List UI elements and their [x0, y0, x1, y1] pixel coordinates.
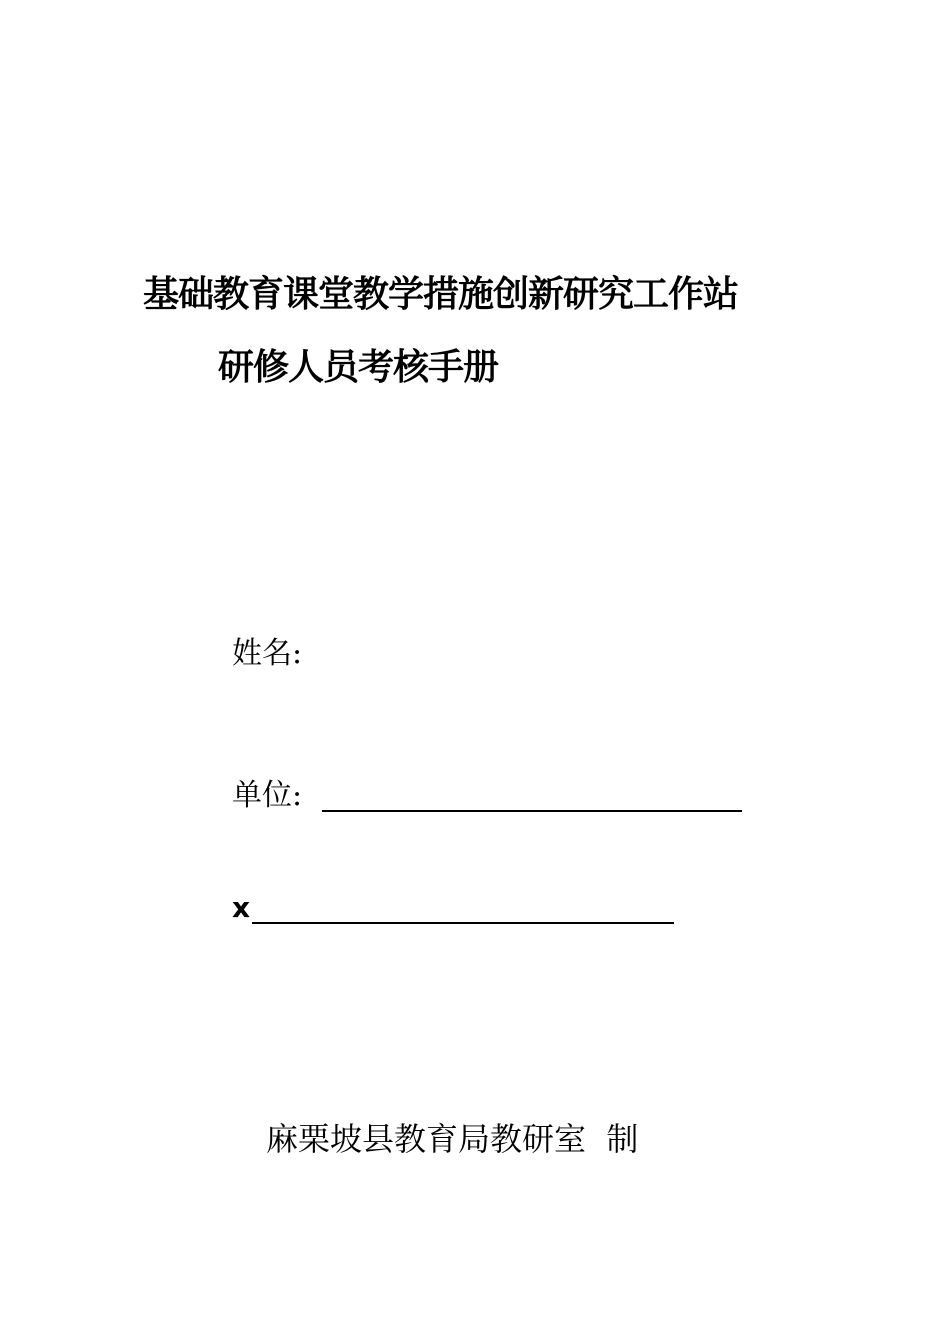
document-title-line-1: 基础教育课堂教学措施创新研究工作站: [143, 274, 739, 315]
unit-underline: [322, 780, 742, 812]
document-title-line-2: 研修人员考核手册: [218, 347, 499, 388]
unit-label: 单位:: [232, 778, 303, 813]
x-label: x: [232, 891, 251, 924]
name-field: [232, 634, 302, 674]
x-underline: [252, 892, 674, 924]
x-field: [232, 888, 674, 928]
name-label: 姓名:: [232, 636, 303, 671]
issuer-footer: 麻栗坡县教育局教研室 制: [266, 1120, 639, 1158]
unit-field: [232, 776, 742, 816]
